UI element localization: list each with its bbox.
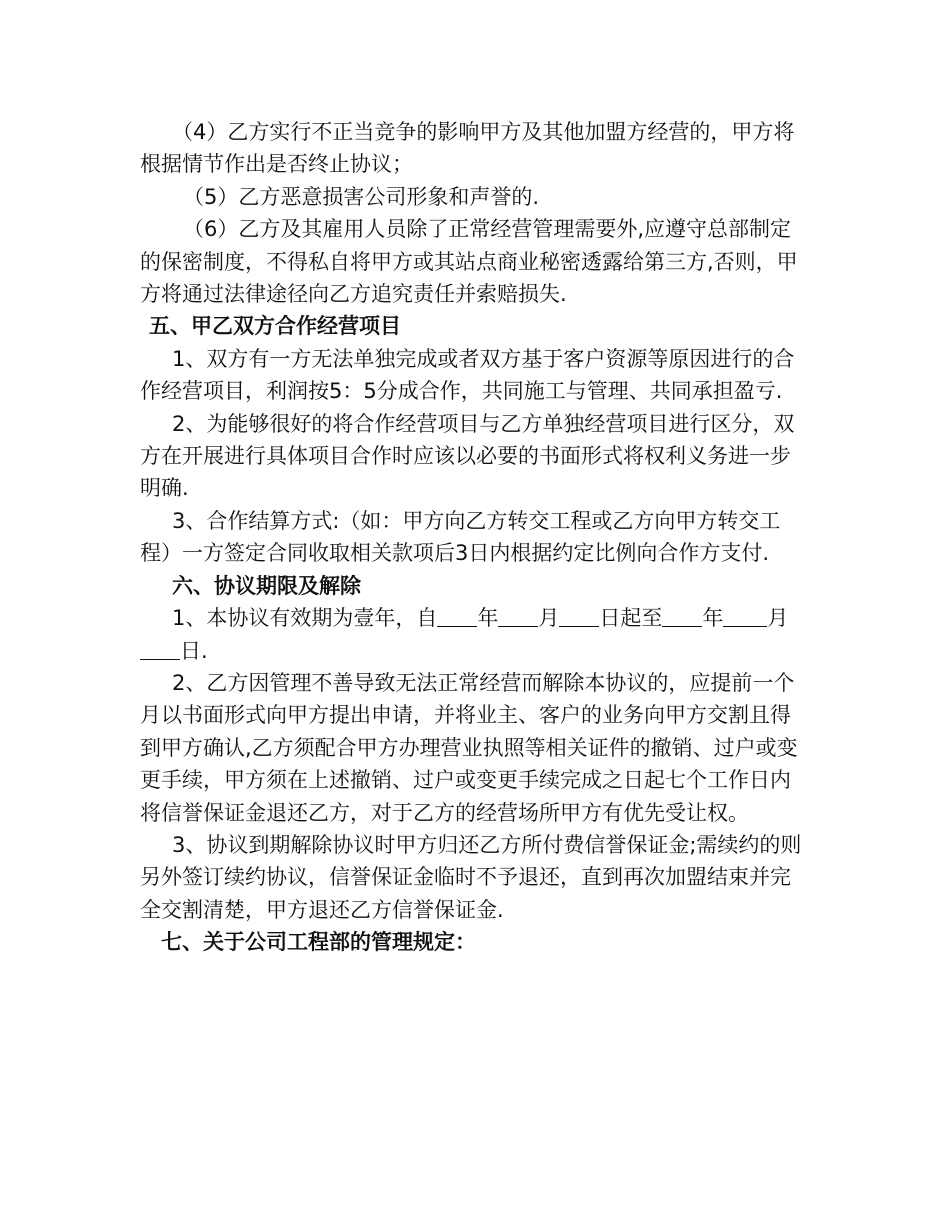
end-year-label: 年 [702,606,724,631]
section-5-item-3: 3、合作结算方式:（如：甲方向乙方转交工程或乙方向甲方转交工程）一方签定合同收取相关款项后3日内根据约定比例向合作方支付. [140,508,781,566]
document-page [140,116,810,959]
clause-5: （5）乙方恶意损害公司形象和声誉的. [183,184,540,209]
clause-4: （4）乙方实行不正当竞争的影响甲方及其他加盟方经营的，甲方将根据情节作出是否终止协议； [140,120,795,177]
start-month-blank [498,604,538,627]
end-day-blank [140,637,180,660]
term-prefix: 1、本协议有效期为壹年，自 [172,606,438,631]
clause-6: （6）乙方及其雇用人员除了正常经营管理需要外,应遵守总部制定的保密制度，不得私自将甲方或其站点商业秘密透露给第三方,否则，甲方将通过法律途径向乙方追究责任并索赔损失. [140,217,798,307]
start-day-blank [559,604,599,627]
end-month-blank [723,604,767,627]
start-month-label: 月 [538,606,560,631]
end-day-label: 日. [180,638,208,663]
section-6-item-1 [140,602,810,667]
start-year-label: 年 [477,606,499,631]
section-heading-6: 六、协议期限及解除 [172,573,361,598]
end-month-label: 月 [767,606,789,631]
section-5-item-1: 1、双方有一方无法单独完成或者双方基于客户资源等原因进行的合作经营项目，利润按5：5分成合作，共同施工与管理、共同承担盈亏. [140,346,795,404]
start-year-blank [437,604,477,627]
section-5-item-2: 2、为能够很好的将合作经营项目与乙方单独经营项目进行区分，双方在开展进行具体项目合作时应该以必要的书面形式将权利义务进一步明确. [140,411,795,501]
section-6-item-3: 3、协议到期解除协议时甲方归还乙方所付费信誉保证金;需续约的则另外签订续约协议，信誉保证金临时不予退还，直到再次加盟结束并完全交割清楚，甲方退还乙方信誉保证金. [140,832,802,922]
section-6-item-2: 2、乙方因管理不善导致无法正常经营而解除本协议的，应提前一个月以书面形式向甲方提出申请，并将业主、客户的业务向甲方交割且得到甲方确认,乙方须配合甲方办理营业执照等相关证件的撤销、过户或变更手续，甲方须在上述撤销、过户或变更手续完成之日起七个工作日内将信誉保证金退还乙方，对于乙方的经营场所甲方有优先受让权。 [140,670,798,825]
section-heading-5: 五、甲乙双方合作经营项目 [149,314,401,339]
start-day-label: 日起至 [599,606,663,631]
section-heading-7: 七、关于公司工程部的管理规定： [161,930,476,955]
end-year-blank [662,604,702,627]
